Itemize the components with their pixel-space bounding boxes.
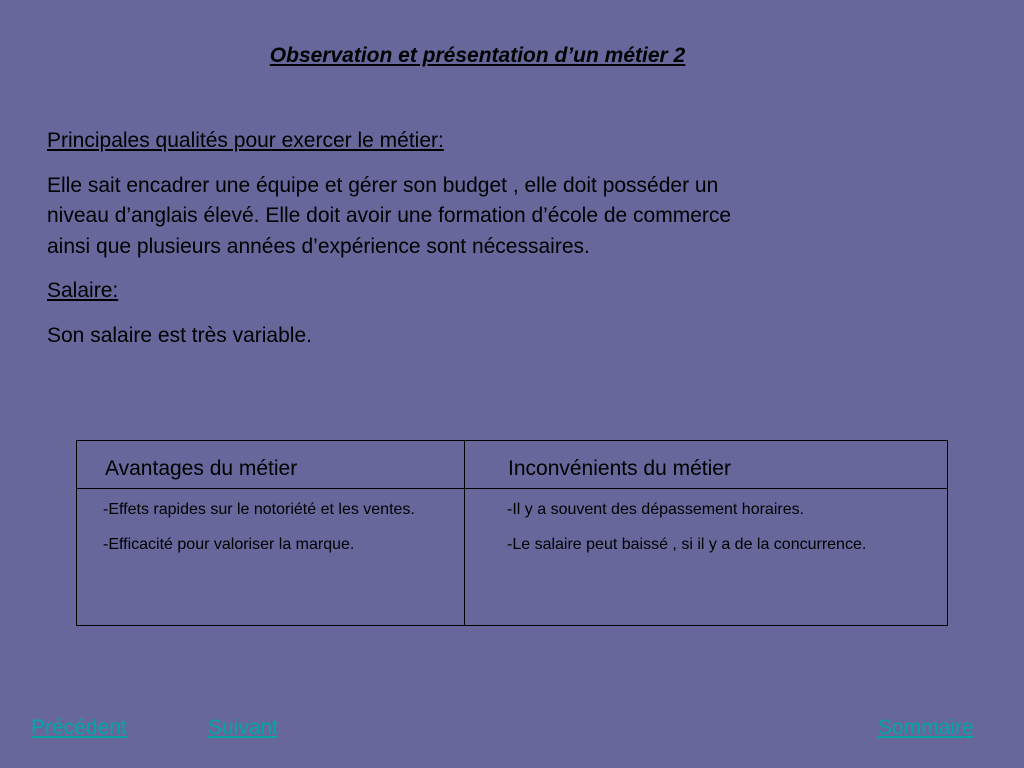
summary-link[interactable]: Sommaire: [878, 716, 974, 739]
main-content: [47, 126, 747, 365]
pros-cons-table: [76, 440, 948, 626]
disadvantages-list: [507, 498, 907, 568]
disadvantages-column: [465, 441, 947, 625]
advantage-item: -Effets rapides sur le notoriété et les ventes.: [103, 501, 415, 518]
advantages-list: [103, 498, 443, 568]
advantages-header: Avantages du métier: [105, 457, 298, 480]
qualities-text: Elle sait encadrer une équipe et gérer son budget , elle doit posséder un niveau d’anglais élevé. Elle doit avoir une formation d’école de commerce ainsi que plusieurs années d’expérience sont nécessaires.: [47, 173, 732, 258]
disadvantage-item: -Il y a souvent des dépassement horaires.: [507, 501, 805, 518]
disadvantages-header-cell: [465, 441, 947, 489]
qualities-heading: Principales qualités pour exercer le métier:: [47, 129, 444, 152]
advantages-column: [77, 441, 465, 625]
disadvantages-header: Inconvénients du métier: [508, 457, 731, 480]
salary-text: Son salaire est très variable.: [47, 323, 312, 347]
advantage-item: -Efficacité pour valoriser la marque.: [103, 536, 355, 553]
page-title: Observation et présentation d’un métier 2: [269, 44, 686, 67]
disadvantage-item: -Le salaire peut baissé , si il y a de la concurrence.: [507, 536, 867, 553]
advantages-header-cell: [77, 441, 464, 489]
previous-link[interactable]: Précédent: [31, 716, 127, 739]
next-link[interactable]: Suivant: [208, 716, 279, 739]
salary-heading: Salaire:: [47, 279, 119, 302]
